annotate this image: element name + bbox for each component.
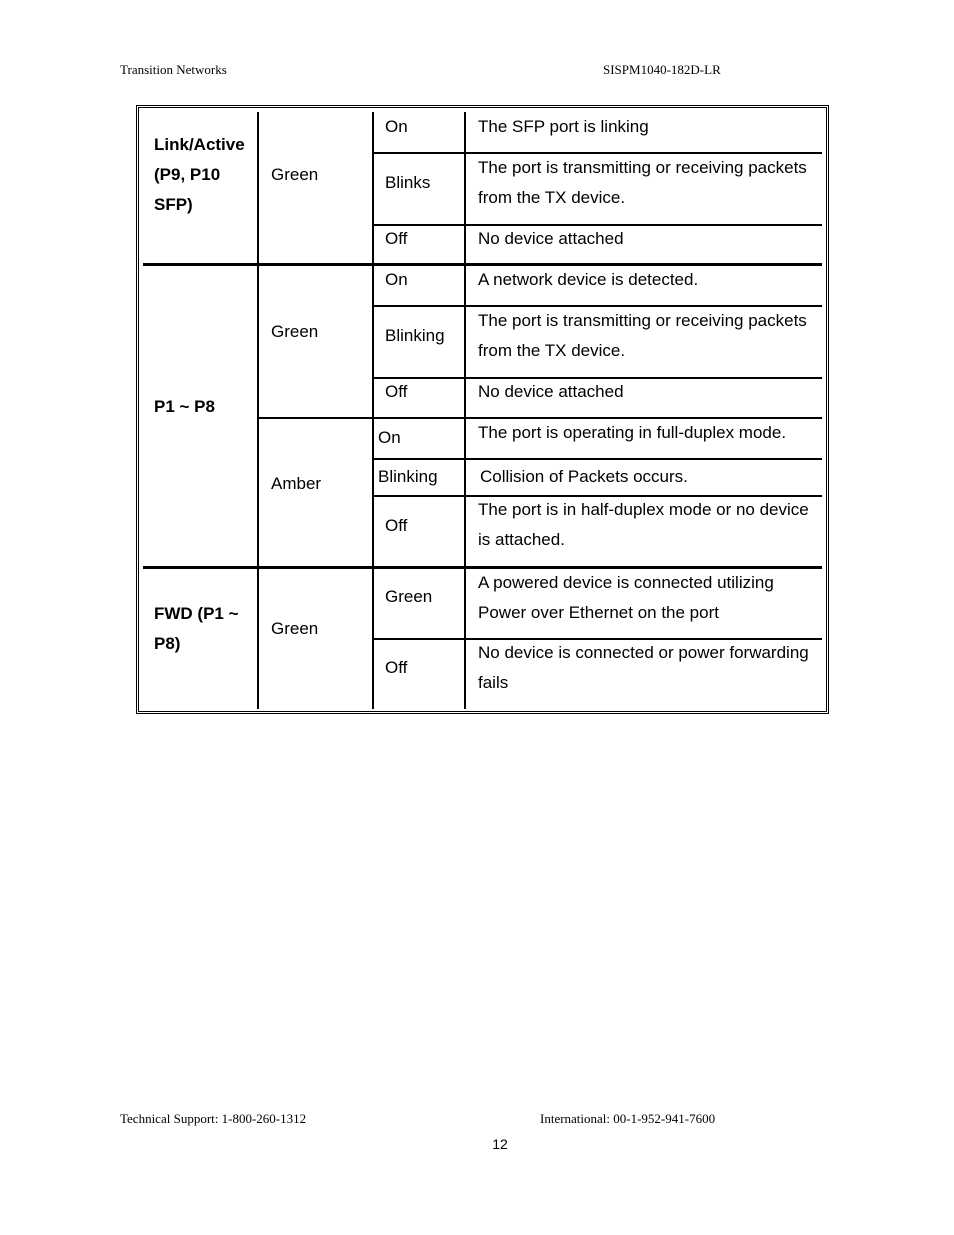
description-cell: No device attached bbox=[478, 229, 624, 248]
row-divider bbox=[372, 458, 822, 460]
description-line: The port is in half-duplex mode or no device bbox=[478, 500, 809, 519]
description-line: The port is transmitting or receiving packets bbox=[478, 158, 807, 177]
state-cell: Blinking bbox=[385, 326, 445, 345]
description-cell bbox=[478, 568, 774, 628]
page-number: 12 bbox=[492, 1136, 508, 1152]
header-right: SISPM1040-182D-LR bbox=[603, 62, 721, 77]
description-cell: The SFP port is linking bbox=[478, 117, 649, 136]
description-cell bbox=[478, 306, 807, 366]
description-line: No device is connected or power forwarding bbox=[478, 643, 809, 662]
state-cell: Off bbox=[385, 229, 408, 248]
led-name-cell: P1 ~ P8 bbox=[154, 397, 215, 416]
description-line: is attached. bbox=[478, 530, 565, 549]
description-cell: A network device is detected. bbox=[478, 270, 699, 289]
state-cell: On bbox=[378, 428, 401, 447]
description-cell: No device attached bbox=[478, 382, 624, 401]
state-cell: Off bbox=[385, 382, 408, 401]
led-name-cell bbox=[154, 599, 239, 659]
state-cell: Off bbox=[385, 658, 408, 677]
state-cell: Blinking bbox=[378, 467, 438, 486]
column-divider bbox=[257, 112, 259, 709]
led-table bbox=[136, 105, 829, 714]
description-cell bbox=[478, 495, 809, 555]
state-cell: On bbox=[385, 117, 408, 136]
description-line: from the TX device. bbox=[478, 188, 626, 207]
header-left: Transition Networks bbox=[120, 62, 227, 77]
description-line: Power over Ethernet on the port bbox=[478, 603, 719, 622]
column-divider bbox=[464, 112, 466, 709]
description-line: fails bbox=[478, 673, 509, 692]
led-name-cell bbox=[154, 130, 245, 220]
state-cell: Blinks bbox=[385, 173, 431, 192]
footer-right: International: 00-1-952-941-7600 bbox=[540, 1111, 716, 1126]
led-color-cell: Amber bbox=[271, 474, 322, 493]
description-line: A powered device is connected utilizing bbox=[478, 573, 774, 592]
description-cell: Collision of Packets occurs. bbox=[480, 467, 688, 486]
led-name-line: SFP) bbox=[154, 195, 193, 214]
description-cell: The port is operating in full-duplex mode. bbox=[478, 423, 787, 442]
led-color-cell: Green bbox=[271, 165, 319, 184]
led-name-line: (P9, P10 bbox=[154, 165, 221, 184]
description-line: from the TX device. bbox=[478, 341, 626, 360]
state-cell: Off bbox=[385, 516, 408, 535]
description-cell bbox=[478, 153, 807, 213]
description-cell bbox=[478, 638, 809, 698]
state-cell: Green bbox=[385, 587, 433, 606]
led-color-cell: Green bbox=[271, 619, 319, 638]
description-line: The port is transmitting or receiving packets bbox=[478, 311, 807, 330]
state-cell: On bbox=[385, 270, 408, 289]
column-divider bbox=[372, 112, 374, 709]
led-color-cell: Green bbox=[271, 322, 319, 341]
footer-left: Technical Support: 1-800-260-1312 bbox=[120, 1111, 307, 1126]
led-name-line: P8) bbox=[154, 634, 181, 653]
led-name-line: FWD (P1 ~ bbox=[154, 604, 239, 623]
led-name-line: Link/Active bbox=[154, 135, 245, 154]
